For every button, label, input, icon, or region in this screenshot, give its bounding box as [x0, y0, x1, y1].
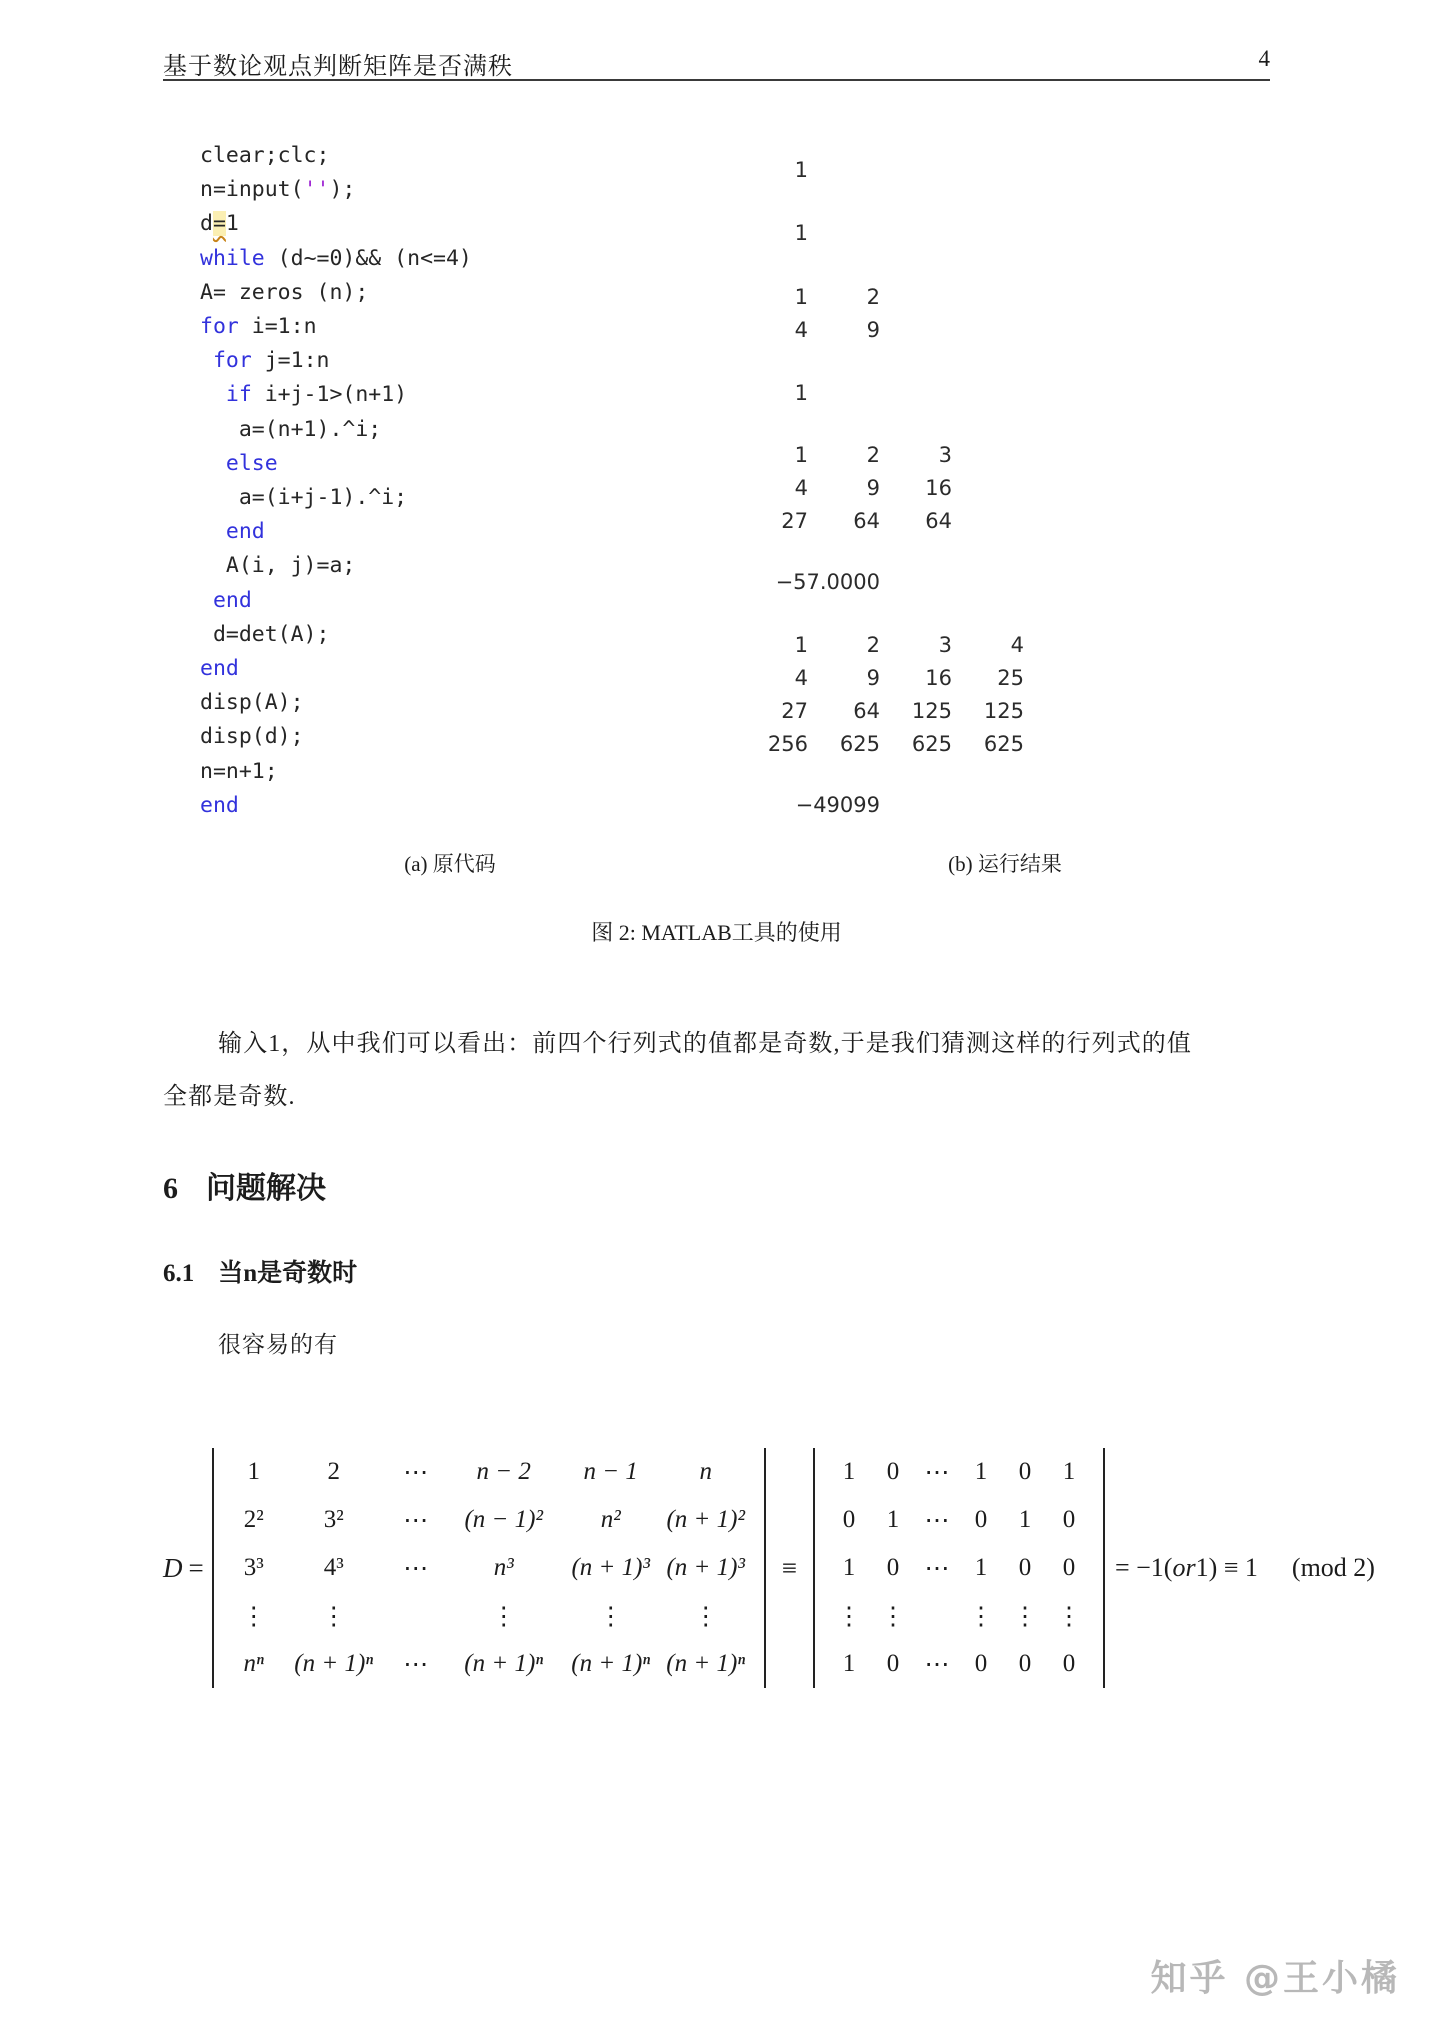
- matrix-cell: ⋯: [403, 1459, 429, 1486]
- figure-caption: 图 2: MATLAB工具的使用: [591, 920, 842, 945]
- matrix-cell: 1: [886, 1506, 900, 1533]
- code-segment: A(i, j)=a;: [200, 553, 356, 579]
- matrix-cell: 0: [886, 1554, 900, 1581]
- matrix-cell: ⋮: [598, 1603, 624, 1630]
- matrix-cell: 4³: [323, 1554, 344, 1581]
- paragraph-line: 全都是奇数.: [163, 1084, 296, 1110]
- matrix-cell: ⋯: [403, 1651, 429, 1678]
- lead-in-text: 很容易的有: [218, 1332, 338, 1357]
- code-keyword: end: [225, 519, 265, 545]
- code-segment: i+j-1>(n+1): [251, 382, 408, 408]
- code-line: [200, 447, 472, 481]
- output-cell: [952, 439, 1024, 472]
- matrix-cell: 0: [886, 1458, 900, 1485]
- output-matrix-block: [736, 154, 1024, 187]
- output-matrix-block: [736, 439, 1024, 538]
- code-segment: [200, 451, 226, 476]
- matrix-cell: 3²: [323, 1506, 344, 1533]
- subsection-title: 当n是奇数时: [218, 1260, 358, 1287]
- output-row: [736, 472, 1024, 505]
- matrix-cell: 1: [842, 1554, 856, 1581]
- output-row: [736, 505, 1024, 538]
- output-row: [736, 439, 1024, 472]
- code-panel: [200, 139, 472, 823]
- code-segment: i=1:n: [238, 314, 317, 340]
- output-cell: [808, 154, 880, 187]
- code-line: [200, 549, 472, 583]
- matrix-cell: 1: [974, 1458, 988, 1485]
- determinant-right: [813, 1448, 1105, 1688]
- output-det-value: −49099: [795, 793, 880, 817]
- matrix-cell: 2²: [243, 1506, 264, 1533]
- matrix-cell: n²: [600, 1506, 621, 1533]
- code-segment: [200, 382, 226, 407]
- output-cell: 3: [938, 633, 952, 657]
- matrix-cell: 2: [327, 1458, 340, 1485]
- paragraph-line: 输入1，从中我们可以看出：前四个行列式的值都是奇数,于是我们猜测这样的行列式的值: [218, 1031, 1192, 1057]
- code-line: [200, 652, 472, 686]
- code-keyword: if: [225, 382, 252, 408]
- matrix-cell: (n + 1)ⁿ: [571, 1650, 651, 1677]
- output-cell: 625: [983, 732, 1024, 756]
- page-number: 4: [1258, 46, 1270, 71]
- matrix-cell: ⋮: [968, 1603, 994, 1630]
- matrix-cell: 0: [1062, 1650, 1076, 1677]
- code-line: [200, 584, 472, 618]
- code-line: [200, 276, 472, 310]
- output-cell: 64: [925, 509, 952, 533]
- code-string: '': [303, 177, 330, 203]
- matrix-cell: (n + 1)³: [571, 1554, 650, 1581]
- matrix-cell: ⋮: [880, 1603, 906, 1630]
- matrix-cell: 1: [842, 1650, 856, 1677]
- code-line: [200, 242, 472, 276]
- matrix-cell: 0: [886, 1650, 900, 1677]
- output-cell: [880, 314, 952, 347]
- code-segment: disp(A);: [200, 690, 304, 716]
- matrix-cell: (n + 1)ⁿ: [294, 1650, 374, 1677]
- matrix-cell: ⋯: [403, 1555, 429, 1582]
- matrix-cell: 1: [247, 1458, 260, 1485]
- matrix-cell: ⋮: [1056, 1603, 1082, 1630]
- output-cell: [952, 281, 1024, 314]
- code-warning-highlight: =: [212, 211, 226, 237]
- output-cell: 27: [781, 509, 808, 533]
- matrix-cell: (n + 1)²: [666, 1506, 745, 1533]
- output-cell: 9: [866, 666, 880, 690]
- matrix-cell: ⋯: [924, 1651, 950, 1678]
- output-cell: 4: [794, 666, 808, 690]
- output-cell: 3: [938, 443, 952, 467]
- code-segment: 1: [225, 211, 239, 237]
- equiv-sign: ≡: [781, 1552, 797, 1583]
- rhs-segment: = −1(: [1114, 1553, 1173, 1582]
- output-cell: [880, 377, 952, 410]
- matrix-cell: ⋮: [321, 1603, 347, 1630]
- matrix-cell: (n + 1)ⁿ: [666, 1650, 746, 1677]
- rhs-or: or: [1172, 1553, 1196, 1582]
- code-segment: [200, 348, 213, 373]
- code-line: [200, 686, 472, 720]
- code-segment: j=1:n: [251, 348, 330, 374]
- matrix-cell: n: [699, 1458, 712, 1485]
- output-cell: 1: [794, 633, 808, 657]
- code-line: [200, 310, 472, 344]
- output-cell: [952, 154, 1024, 187]
- matrix-cell: ⋮: [491, 1603, 517, 1630]
- code-line: [200, 173, 472, 207]
- subsection-number: 6.1: [163, 1260, 195, 1287]
- page-header-title: 基于数论观点判断矩阵是否满秩: [163, 54, 513, 80]
- output-cell: 625: [911, 732, 952, 756]
- output-row: [736, 662, 1024, 695]
- matrix-cell: n − 1: [583, 1458, 638, 1485]
- code-keyword: end: [200, 792, 239, 818]
- output-matrix-block: [736, 629, 1024, 761]
- equals-sign: =: [188, 1552, 204, 1583]
- matrix-cell: (n − 1)²: [464, 1506, 543, 1533]
- code-line: [200, 515, 472, 549]
- matrix-cell: 0: [1018, 1458, 1032, 1485]
- code-segment: d=det(A);: [200, 621, 330, 647]
- formula-lhs: D: [163, 1552, 183, 1583]
- code-keyword: end: [212, 587, 252, 613]
- output-cell: [952, 505, 1024, 538]
- output-cell: 2: [866, 633, 880, 657]
- output-cell: 1: [794, 158, 808, 182]
- determinant-left: [212, 1448, 766, 1688]
- matrix-cell: 1: [1062, 1458, 1076, 1485]
- output-panel: [736, 0, 1024, 900]
- code-line: [200, 618, 472, 652]
- code-segment: a=(i+j-1).^i;: [200, 485, 408, 511]
- matrix-cell: (n + 1)ⁿ: [464, 1650, 544, 1677]
- matrix-cell: n³: [493, 1554, 514, 1581]
- output-cell: [808, 377, 880, 410]
- code-line: [200, 207, 472, 241]
- code-keyword: for: [212, 348, 252, 374]
- matrix-cell: 1: [974, 1554, 988, 1581]
- section-heading: [163, 1163, 326, 1207]
- matrix-cell: ⋯: [924, 1507, 950, 1534]
- output-cell: 125: [983, 699, 1024, 723]
- matrix-cell: 0: [1062, 1506, 1076, 1533]
- watermark: 知乎 @王小橘: [1150, 1958, 1400, 1999]
- matrix-cell: 3³: [243, 1554, 264, 1581]
- code-keyword: while: [200, 245, 265, 271]
- code-line: [200, 413, 472, 447]
- matrix-cell: (n + 1)³: [666, 1554, 745, 1581]
- subsection-heading: [163, 1253, 357, 1289]
- matrix-cell: ⋯: [924, 1555, 950, 1582]
- code-keyword: else: [225, 450, 278, 476]
- code-segment: n=n+1;: [200, 758, 278, 784]
- output-cell: 25: [997, 666, 1024, 690]
- matrix-cell: nⁿ: [243, 1650, 264, 1677]
- code-segment: A= zeros (n);: [200, 279, 369, 305]
- output-cell: [808, 217, 880, 250]
- output-cell: 2: [866, 285, 880, 309]
- matrix-cell: 1: [842, 1458, 856, 1485]
- output-cell: 4: [1010, 633, 1024, 657]
- output-cell: 27: [781, 699, 808, 723]
- output-cell: 2: [866, 443, 880, 467]
- output-cell: [952, 377, 1024, 410]
- output-cell: [952, 217, 1024, 250]
- output-row: [736, 377, 1024, 410]
- code-segment: [200, 519, 226, 544]
- section-number: 6: [163, 1172, 178, 1205]
- output-row: [736, 217, 1024, 250]
- code-line: [200, 378, 472, 412]
- output-det-value: −57.0000: [775, 570, 880, 594]
- matrix-cell: ⋮: [1012, 1603, 1038, 1630]
- output-cell: 1: [794, 381, 808, 405]
- matrix-cell: 0: [1062, 1554, 1076, 1581]
- code-line: [200, 789, 472, 823]
- output-matrix-block: [736, 217, 1024, 250]
- code-line: [200, 755, 472, 789]
- matrix-cell: 0: [842, 1506, 856, 1533]
- code-line: [200, 139, 472, 173]
- output-cell: 16: [925, 666, 952, 690]
- output-cell: 1: [794, 443, 808, 467]
- code-keyword: for: [200, 314, 239, 340]
- output-cell: 4: [794, 318, 808, 342]
- output-cell: 4: [794, 476, 808, 500]
- code-segment: d: [200, 211, 213, 237]
- output-row: [736, 695, 1024, 728]
- output-cell: 625: [839, 732, 880, 756]
- subcaption-a: (a) 原代码: [404, 852, 496, 876]
- output-cell: 9: [866, 318, 880, 342]
- code-keyword: end: [200, 656, 239, 682]
- code-segment: n=input(: [200, 177, 304, 203]
- matrix-cell: 1: [1018, 1506, 1032, 1533]
- code-segment: disp(d);: [200, 724, 304, 750]
- matrix-cell: 0: [1018, 1554, 1032, 1581]
- output-cell: [880, 154, 952, 187]
- output-cell: [880, 281, 952, 314]
- code-segment: [200, 588, 213, 613]
- rhs-mod: (mod 2): [1291, 1553, 1375, 1582]
- code-segment: (d~=0)&& (n<=4): [264, 245, 472, 271]
- code-line: [200, 481, 472, 515]
- matrix-cell: ⋮: [836, 1603, 862, 1630]
- output-row: [736, 629, 1024, 662]
- code-line: [200, 720, 472, 754]
- output-cell: [952, 472, 1024, 505]
- output-cell: 125: [911, 699, 952, 723]
- output-cell: [880, 217, 952, 250]
- code-segment: );: [329, 177, 356, 203]
- matrix-cell: ⋮: [693, 1603, 719, 1630]
- output-row: [736, 281, 1024, 314]
- code-segment: clear;clc;: [200, 143, 330, 168]
- matrix-cell: 0: [974, 1650, 988, 1677]
- output-row: [736, 154, 1024, 187]
- matrix-cell: n − 2: [476, 1458, 531, 1485]
- output-cell: 64: [853, 509, 880, 533]
- matrix-cell: 0: [974, 1506, 988, 1533]
- section-title: 问题解决: [206, 1172, 326, 1205]
- output-cell: 16: [925, 476, 952, 500]
- matrix-cell: 0: [1018, 1650, 1032, 1677]
- output-cell: 64: [853, 699, 880, 723]
- output-cell: 1: [794, 285, 808, 309]
- output-matrix-block: [736, 377, 1024, 410]
- output-cell: 9: [866, 476, 880, 500]
- formula: [163, 1428, 1433, 1708]
- output-matrix-block: [736, 281, 1024, 347]
- header-rule: [163, 79, 1270, 81]
- output-cell: [952, 314, 1024, 347]
- matrix-cell: ⋯: [924, 1459, 950, 1486]
- output-row: [736, 314, 1024, 347]
- subcaption-b: (b) 运行结果: [948, 852, 1062, 876]
- matrix-cell: ⋯: [403, 1507, 429, 1534]
- rhs-segment: 1) ≡ 1: [1195, 1553, 1258, 1582]
- output-cell: 256: [767, 732, 808, 756]
- output-row: [736, 728, 1024, 761]
- code-line: [200, 344, 472, 378]
- output-cell: 1: [794, 221, 808, 245]
- formula-rhs: [1115, 1553, 1375, 1583]
- matrix-cell: ⋮: [241, 1603, 267, 1630]
- code-segment: a=(n+1).^i;: [200, 416, 382, 442]
